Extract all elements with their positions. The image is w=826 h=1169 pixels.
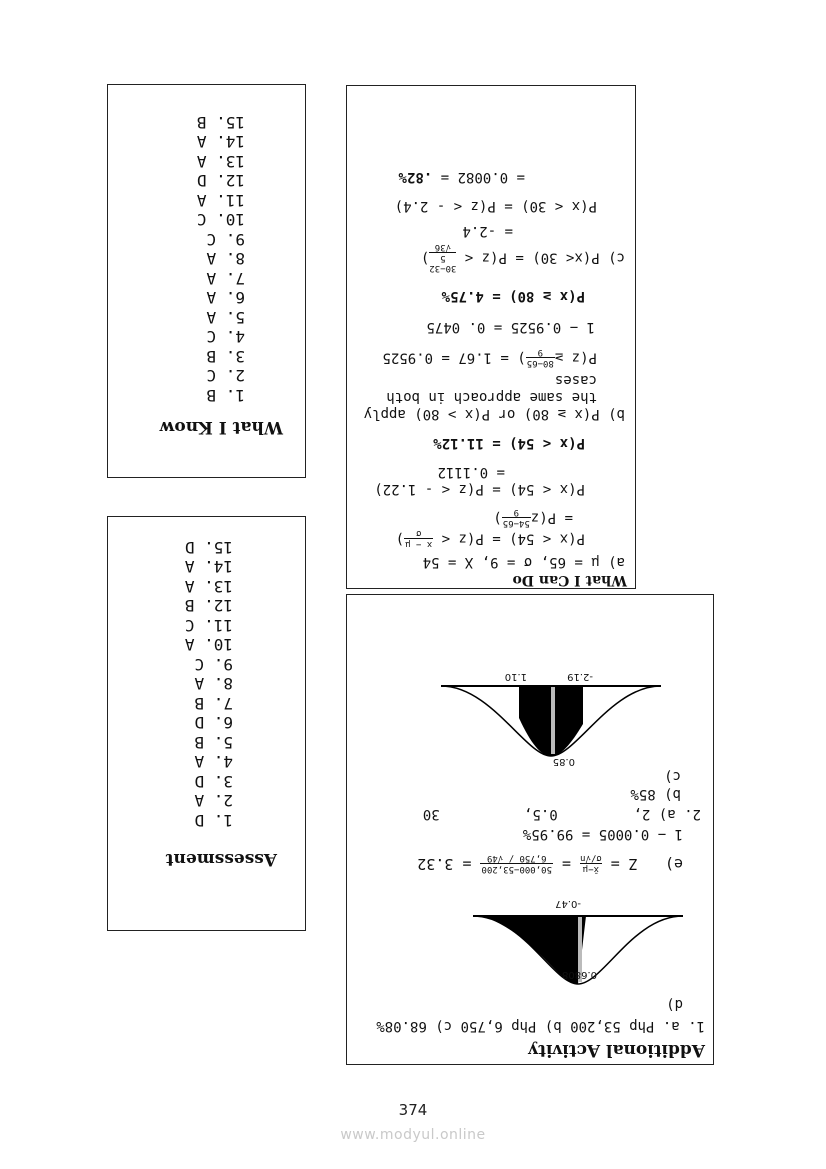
- part-a-line3: P(x < 54) = P(z < - 1.22): [374, 481, 585, 497]
- list-item: 3. B: [206, 347, 245, 366]
- part-b-line2: the same approach in both: [386, 389, 597, 405]
- list-item: 12. D: [196, 171, 245, 191]
- list-item: 15. B: [196, 113, 245, 132]
- list-item: 1. B: [206, 386, 245, 405]
- normal-curve-graph-2: [441, 666, 661, 766]
- list-item: 1. D: [194, 811, 233, 830]
- list-item: 4. C: [206, 327, 245, 347]
- list-item: 14. A: [196, 132, 245, 152]
- list-item: 13. A: [184, 577, 233, 596]
- assessment-list: [185, 538, 233, 831]
- list-item: 15. D: [184, 538, 233, 557]
- part-b-line1: b) P(x ≥ 80) or P(x > 80) apply: [363, 406, 625, 422]
- page-number: 374: [398, 1101, 428, 1119]
- list-item: 9. C: [206, 230, 245, 249]
- formula-e: e) Z = x̄−μ σ/√n = 50,000−53,200 6,750 / √49 = 3.32: [417, 853, 683, 874]
- graph-1-area-label: 0.6808: [562, 969, 597, 980]
- list-item: 6. A: [206, 288, 245, 308]
- list-item: 11. C: [184, 616, 233, 635]
- graph-2-area-label: 0.85: [552, 756, 575, 767]
- list-item: 14. A: [184, 557, 233, 577]
- part-b-line5: 1 − 0.9525 = 0. 0475: [426, 319, 595, 335]
- part-a-given: a) μ = 65, σ = 9, X = 54: [422, 554, 625, 570]
- what-i-know-box: [107, 84, 306, 478]
- part-c-line4: = 0.0082 = .82%: [398, 169, 525, 185]
- answer-percent: 1 − 0.0005 = 99.95%: [522, 826, 683, 842]
- assessment-title: Assessment: [165, 849, 277, 869]
- part-b-line3: cases: [554, 372, 597, 388]
- part-b-result: P(x ≥ 80) = 4.75%: [441, 288, 585, 304]
- graph-2-z1-label: -2.19: [567, 671, 593, 682]
- graph-1-z-label: -0.47: [555, 898, 581, 909]
- list-item: 6. D: [194, 713, 233, 733]
- list-item: 9. C: [194, 655, 233, 674]
- what-i-can-do-box: [346, 85, 636, 589]
- part-a-result: P(x < 54) = 11.12%: [433, 435, 585, 451]
- part-c-line2: = -2.4: [462, 223, 513, 239]
- list-item: 10. C: [196, 210, 245, 230]
- answer-2b: b) 85%: [630, 786, 681, 802]
- answer-d-label: d): [666, 996, 683, 1012]
- list-item: 11. A: [196, 191, 245, 210]
- what-i-know-list: [197, 113, 245, 406]
- what-i-know-title: What I Know: [159, 417, 283, 437]
- additional-activity-title: Additional Activity: [528, 1040, 705, 1060]
- what-i-can-do-body: [350, 168, 625, 570]
- part-a-line4: = 0.1112: [437, 464, 505, 480]
- additional-activity-box: [346, 594, 714, 1065]
- list-item: 7. B: [194, 694, 233, 713]
- list-item: 10. A: [184, 635, 233, 655]
- watermark: www.modyul.online: [340, 1127, 486, 1143]
- part-c-line3: P(x < 30) = P(z < - 2.4): [394, 198, 597, 214]
- answer-line-1: 1. a. Php 53,200 b) Php 6,750 c) 68.08%: [376, 1018, 705, 1034]
- curve-2-marker: [551, 686, 555, 754]
- list-item: 8. A: [194, 674, 233, 694]
- part-b-line4: P(z ≥ 80−65 9 ) = 1.67 = 0.9525: [382, 347, 597, 368]
- list-item: 5. B: [194, 733, 233, 752]
- list-item: 13. A: [196, 152, 245, 171]
- part-c-line1: c) P(x< 30) = P(z < 30−32 5 √36 ): [420, 242, 625, 273]
- list-item: 2. C: [206, 366, 245, 386]
- what-i-can-do-title: What I Can Do: [512, 572, 627, 588]
- list-item: 7. A: [206, 269, 245, 288]
- list-item: 12. B: [184, 596, 233, 616]
- list-item: 8. A: [206, 249, 245, 269]
- graph-2-z2-label: 1.10: [504, 671, 527, 682]
- answer-2a: 2. a) 2, 0.5, 30: [422, 806, 701, 822]
- list-item: 5. A: [206, 308, 245, 327]
- list-item: 2. A: [194, 791, 233, 811]
- part-a-line1: P(x < 54) = P(z < x − μ σ ): [395, 528, 585, 549]
- list-item: 3. D: [194, 772, 233, 791]
- assessment-box: [107, 516, 306, 931]
- answer-2c: c): [664, 768, 681, 784]
- part-a-line2: = P(z 54−65 9 ): [493, 507, 573, 528]
- list-item: 4. A: [194, 752, 233, 772]
